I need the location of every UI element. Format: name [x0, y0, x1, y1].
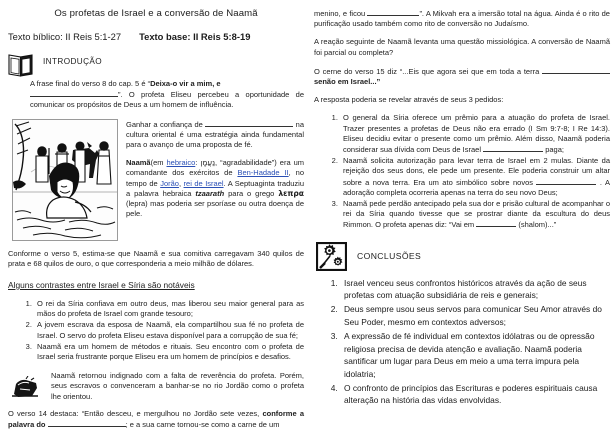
- naama-text-4: , no tempo de: [126, 168, 304, 188]
- request-2-text-1: Naamã solicita autorização para levar terra de Israel em 2 mulas. Diante da rejeição dos seus dons, ele pede um presente. Ele poderia construir um altar sobre a nova terra. Era um ato simbólico sobre novos: [343, 156, 610, 187]
- intro-text-before: A frase final do verso 8 do cap. 5 é “: [30, 79, 151, 88]
- mikvah-text-2: ”. A Mikvah era a imersão total na água. Ainda é o rito de purificação usado também como rito de conversão no Judaísmo.: [314, 9, 610, 29]
- link-ben-hadade[interactable]: Ben-Hadade II: [237, 168, 289, 178]
- list-item: 1. Israel venceu seus confrontos históricos através da ação de seus profetas com atuação subsidiária de reis e generais;: [340, 277, 610, 302]
- link-jorao[interactable]: Jorão: [160, 178, 179, 188]
- naama-text-7: para o grego: [224, 188, 279, 198]
- return-paragraph: Naamã retornou indignado com a falta de reverência do profeta. Porém, seus escravos o convenceram a banhar-se no rio Jordão como o profeta lhe orientou.: [51, 371, 304, 401]
- request-1-text-2: paga;: [545, 145, 564, 155]
- verse5-paragraph: Conforme o verso 5, estima-se que Naamã e sua comitiva carregavam 340 quilos de prata e 68 quilos de ouro, o que corresponderia a meio milhão de dólares.: [8, 248, 304, 268]
- verse14-text-1: O verso 14 destaca: “Então desceu, e mergulhou no Jordão sete vezes,: [8, 408, 263, 418]
- verse14-paragraph: [8, 409, 304, 430]
- transliteration-tzaarath: tzaarath: [195, 188, 225, 198]
- verse14-text-2: ; e a sua carne tornou-se como a carne de um: [125, 420, 280, 430]
- scripture-biblical-ref: Texto bíblico: II Reis 5:1-27: [8, 31, 122, 42]
- list-item: 2. Deus sempre usou seus servos para comunicar Seu Amor através do Seu Poder, mesmo em contextos adversos;: [340, 303, 610, 328]
- conclusions-header: [316, 242, 610, 271]
- link-hebraico[interactable]: hebraico: [166, 158, 196, 168]
- greek-word-lepra: λεπρα: [278, 188, 304, 198]
- request-1-text-1: O general da Síria oferece um prêmio para a atuação do profeta de Israel. Trazer presentes a profetas de Deus não era errado (I Sm 9:7-8; I Re 14:3). Eliseu decidiu evitar o presente como um prêmio. Além disso, Naamã poderia considerar sua dívida com Deus de Israel: [343, 113, 610, 155]
- link-rei-de-israel[interactable]: rei de Israel: [183, 178, 224, 188]
- return-block: [8, 371, 304, 402]
- conclusions-list: [314, 277, 610, 407]
- introduction-heading: INTRODUÇÃO: [43, 57, 103, 66]
- list-item: 3. A expressão de fé individual em contextos idólatras ou de opressão religiosa precisa de devida atenção e avaliação. Naamã poderia santificar um lugar para Deus em meio a uma terra impura pela idolatria;: [340, 330, 610, 380]
- scroll-clipart-icon: [8, 371, 42, 398]
- naama-text-2: :: [195, 158, 201, 168]
- list-item: [340, 199, 610, 231]
- list-item: [340, 113, 610, 155]
- list-item: 2. A jovem escrava da esposa de Naamã, ela compartilhou sua fé no profeta de Israel. O servo do profeta Eliseu estava disponível para a corrupção de sua fé;: [34, 320, 304, 340]
- intro-quote-bold: Deixa-o vir a mim, e: [150, 79, 221, 88]
- conclusions-heading: CONCLUSÕES: [357, 251, 422, 262]
- naama-name-bold: Naamã: [126, 158, 151, 168]
- scripture-reference-line: [8, 31, 304, 42]
- fill-blank-intro[interactable]: [30, 89, 118, 97]
- naama-text-8: (lepra) mas poderia ser psoríase ou outra doença de pele.: [126, 199, 304, 219]
- verse15-text-1: O cerne do verso 15 diz “...Eis que agora sei que em toda a terra: [314, 66, 540, 76]
- page-title: Os profetas de Israel e a conversão de Naamã: [54, 8, 258, 19]
- naama-text-5: ,: [178, 178, 184, 188]
- list-item: 4. O confronto de princípios das Escrituras e poderes espirituais causa alteração na história das vidas envolvidas.: [340, 382, 610, 407]
- left-column: [8, 4, 304, 432]
- confidence-text-1: Ganhar a confiança de: [126, 119, 203, 129]
- naama-jordan-illustration: [12, 119, 118, 241]
- introduction-paragraph: [8, 79, 304, 111]
- fill-blank-verse14[interactable]: [48, 419, 126, 427]
- request-3-text-2: (shalom)...”: [518, 220, 557, 230]
- confidence-text-2: na cultura oriental é uma estratégia ainda fundamental para o avanço de uma proposta de fé.: [126, 119, 304, 150]
- naama-text-6: . A Septuaginta traduziu a palavra hebraica: [126, 178, 304, 198]
- missiological-paragraph: A reação seguinte de Naamã levanta uma questão missiológica. A conversão de Naamã foi parcial ou completa?: [314, 37, 610, 57]
- scripture-base-ref: Texto base: II Reis 5:8-19: [139, 31, 251, 42]
- requests-list: [314, 113, 610, 230]
- open-book-icon: [8, 53, 34, 77]
- fill-blank-mikvah[interactable]: [367, 8, 419, 16]
- intro-text-after: ”. O profeta Eliseu percebeu a oportunidade de comunicar os propósitos de Deus a um homem de influência.: [30, 90, 304, 110]
- gears-icon: [316, 242, 347, 271]
- mikvah-text-1: menino, e ficou: [314, 9, 366, 18]
- request-3-text-1: Naamã pede perdão antecipado pela sua dor e prisão cultural de acompanhar o rei da Síria quando tivesse que se prostrar diante da escultura do deus Rimmon. O profeta apenas diz: “Vai em: [343, 199, 610, 230]
- return-text-wrap: [51, 371, 304, 402]
- list-item: [340, 156, 610, 198]
- introduction-header: [8, 53, 304, 77]
- illustration-block: [8, 119, 304, 243]
- fill-blank-confidence[interactable]: [205, 119, 293, 127]
- naama-text-3: , “agradabilidade”) era um comandante dos exércitos de: [126, 158, 304, 178]
- mikvah-paragraph: [314, 8, 610, 29]
- fill-blank-request-2[interactable]: [536, 177, 596, 185]
- contrasts-list: [8, 299, 304, 362]
- requests-intro-paragraph: A resposta poderia se revelar através de seus 3 pedidos:: [314, 95, 504, 105]
- fill-blank-request-1[interactable]: [483, 144, 543, 152]
- list-item: 3. Naamã era um homem de métodos e rituais. Seu encontro com o profeta de Israel seria frustrante porque Eliseu era um homem de princípios e desafios.: [34, 342, 304, 362]
- verse14-bold: conforme a palavra do: [8, 408, 304, 430]
- fill-blank-request-3[interactable]: [476, 219, 516, 227]
- verse15-bold-tail: senão em Israel...”: [314, 77, 381, 87]
- hebrew-word-naaman: נַעֲמָן: [200, 158, 216, 168]
- list-item: 1. O rei da Síria confiava em outro deus, mas liberou seu maior general para as mãos do profeta de Israel com grande tesouro;: [34, 299, 304, 319]
- contrasts-heading: Alguns contrastes entre Israel e Síria são notáveis: [8, 280, 195, 291]
- verse15-paragraph: [314, 66, 610, 87]
- fill-blank-verse15[interactable]: [542, 66, 610, 74]
- naama-text-1: (em: [150, 158, 167, 168]
- right-column: [314, 4, 610, 432]
- request-2-text-2: . A adoração completa ocorreria apenas na terra do seu novo Deus;: [343, 177, 610, 197]
